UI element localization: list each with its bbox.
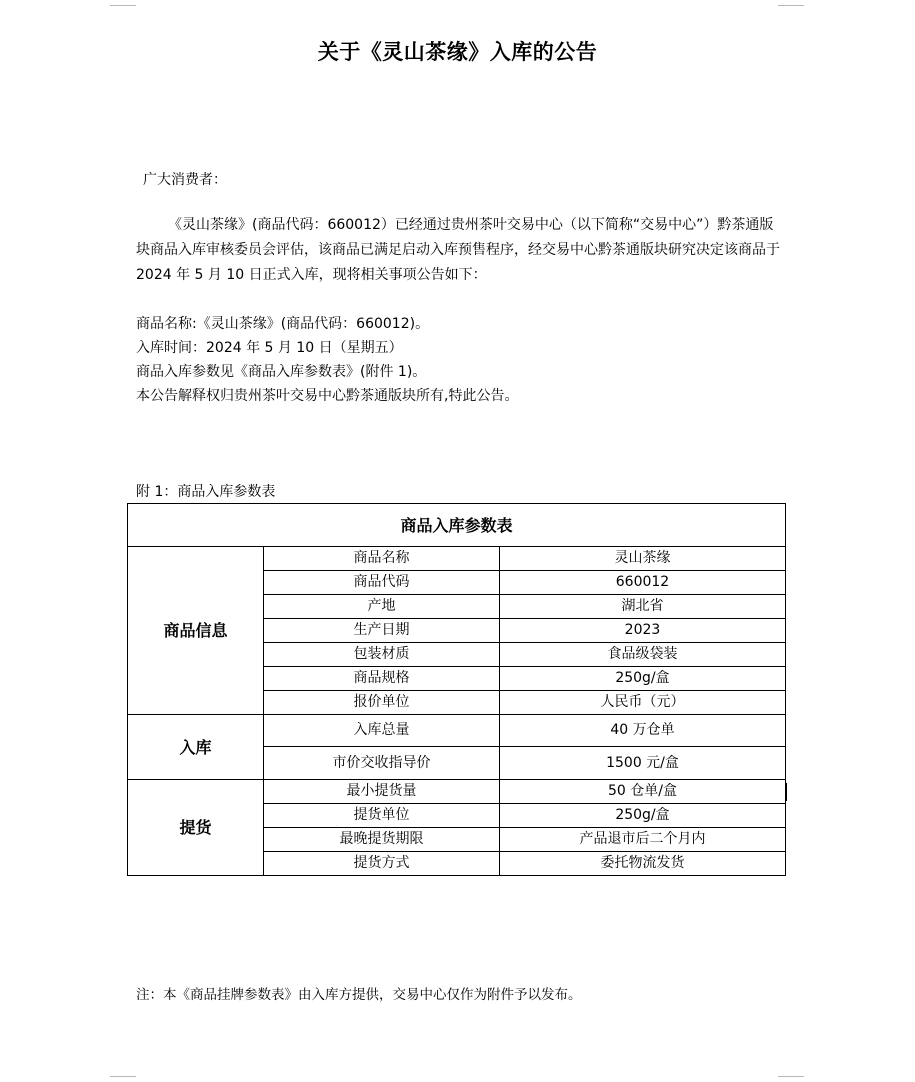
group-label-pickup: 提货	[128, 780, 264, 876]
table-caption-row	[128, 504, 786, 547]
detail-rights-statement: 本公告解释权归贵州茶叶交易中心黔茶通版块所有,特此公告。	[136, 388, 519, 404]
detail-parameters-ref: 商品入库参数见《商品入库参数表》(附件 1)。	[136, 364, 427, 380]
row-value: 人民币（元）	[500, 691, 786, 715]
document-title: 关于《灵山茶缘》入库的公告	[317, 39, 598, 64]
row-value: 40 万仓单	[500, 715, 786, 747]
row-value: 湖北省	[500, 595, 786, 619]
row-value: 50 仓单/盒	[500, 780, 786, 804]
group-label-storage: 入库	[128, 715, 264, 780]
row-value: 660012	[500, 571, 786, 595]
group-label-product-info: 商品信息	[128, 547, 264, 715]
table-row	[128, 547, 786, 571]
crop-mark-top-left	[110, 0, 136, 6]
row-label: 商品代码	[264, 571, 500, 595]
appendix-label: 附 1：商品入库参数表	[136, 484, 276, 500]
row-label: 最晚提货期限	[264, 828, 500, 852]
row-label: 生产日期	[264, 619, 500, 643]
row-value: 1500 元/盒	[500, 747, 786, 780]
detail-storage-time: 入库时间：2024 年 5 月 10 日（星期五）	[136, 340, 403, 356]
crop-mark-bottom-right	[778, 1076, 804, 1082]
body-paragraph: 《灵山茶缘》(商品代码：660012）已经通过贵州茶叶交易中心（以下简称“交易中心”）黔茶通版块商品入库审核委员会评估，该商品已满足启动入库预售程序，经交易中心黔茶通版块研究决定该商品于 2024 年 5 月 10 日正式入库，现将相关事项公告如下：	[136, 217, 780, 283]
row-label: 商品名称	[264, 547, 500, 571]
greeting: 广大消费者：	[143, 172, 227, 188]
row-value: 250g/盒	[500, 667, 786, 691]
table-row	[128, 780, 786, 804]
table-caption: 商品入库参数表	[128, 504, 786, 547]
row-label: 提货单位	[264, 804, 500, 828]
detail-product-name: 商品名称:《灵山茶缘》(商品代码：660012)。	[136, 316, 430, 332]
row-label: 最小提货量	[264, 780, 500, 804]
row-value: 2023	[500, 619, 786, 643]
row-value: 250g/盒	[500, 804, 786, 828]
row-label: 报价单位	[264, 691, 500, 715]
row-label: 包装材质	[264, 643, 500, 667]
row-value: 灵山茶缘	[500, 547, 786, 571]
footnote: 注：本《商品挂牌参数表》由入库方提供，交易中心仅作为附件予以发布。	[136, 987, 582, 1003]
row-label: 提货方式	[264, 852, 500, 876]
crop-mark-top-right	[778, 0, 804, 6]
row-value: 委托物流发货	[500, 852, 786, 876]
parameters-table	[127, 503, 786, 876]
crop-mark-bottom-left	[110, 1076, 136, 1082]
table-row	[128, 715, 786, 747]
row-label: 产地	[264, 595, 500, 619]
row-label: 商品规格	[264, 667, 500, 691]
row-value: 产品退市后二个月内	[500, 828, 786, 852]
text-cursor-mark	[785, 783, 787, 801]
row-label: 市价交收指导价	[264, 747, 500, 780]
row-value: 食品级袋装	[500, 643, 786, 667]
row-label: 入库总量	[264, 715, 500, 747]
